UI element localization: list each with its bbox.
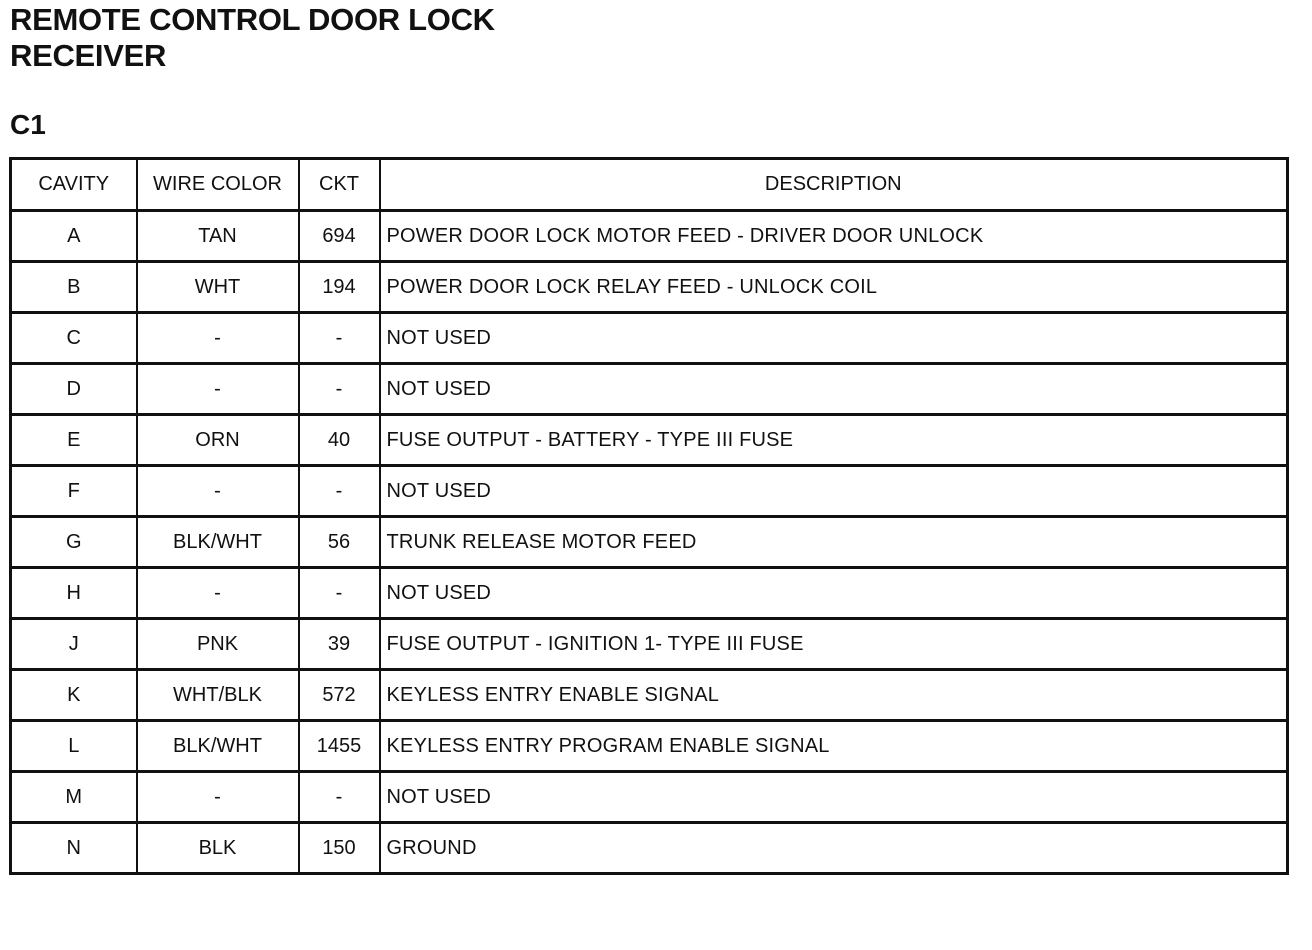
table-row — [11, 721, 1288, 772]
ckt-cell: 40 — [299, 415, 380, 466]
ckt-cell: - — [299, 313, 380, 364]
cavity-cell: K — [11, 670, 137, 721]
cavity-cell: G — [11, 517, 137, 568]
ckt-cell: 150 — [299, 823, 380, 874]
description-cell: NOT USED — [380, 772, 1288, 823]
table-row — [11, 670, 1288, 721]
table-row — [11, 364, 1288, 415]
table-body — [11, 211, 1288, 874]
wire-color-cell: WHT — [137, 262, 299, 313]
ckt-cell: 1455 — [299, 721, 380, 772]
ckt-cell: 572 — [299, 670, 380, 721]
cavity-cell: C — [11, 313, 137, 364]
header-row — [11, 159, 1288, 211]
cavity-cell: F — [11, 466, 137, 517]
wire-color-cell: PNK — [137, 619, 299, 670]
description-cell: FUSE OUTPUT - BATTERY - TYPE III FUSE — [380, 415, 1288, 466]
cavity-cell: L — [11, 721, 137, 772]
header-ckt: CKT — [299, 159, 380, 211]
table-row — [11, 262, 1288, 313]
wire-color-cell: ORN — [137, 415, 299, 466]
wire-color-cell: - — [137, 568, 299, 619]
table-row — [11, 313, 1288, 364]
description-cell: KEYLESS ENTRY PROGRAM ENABLE SIGNAL — [380, 721, 1288, 772]
ckt-cell: - — [299, 466, 380, 517]
cavity-cell: A — [11, 211, 137, 262]
table-row — [11, 823, 1288, 874]
cavity-cell: N — [11, 823, 137, 874]
table-row — [11, 211, 1288, 262]
description-cell: NOT USED — [380, 364, 1288, 415]
wire-color-cell: WHT/BLK — [137, 670, 299, 721]
description-cell: FUSE OUTPUT - IGNITION 1- TYPE III FUSE — [380, 619, 1288, 670]
ckt-cell: - — [299, 364, 380, 415]
table-row — [11, 568, 1288, 619]
header-description: DESCRIPTION — [380, 159, 1288, 211]
table-row — [11, 619, 1288, 670]
wire-color-cell: - — [137, 313, 299, 364]
table-row — [11, 466, 1288, 517]
connector-label: C1 — [10, 109, 46, 140]
table-header — [11, 159, 1288, 211]
wire-color-cell: BLK/WHT — [137, 721, 299, 772]
cavity-cell: H — [11, 568, 137, 619]
wire-color-cell: - — [137, 466, 299, 517]
ckt-cell: 194 — [299, 262, 380, 313]
ckt-cell: 56 — [299, 517, 380, 568]
description-cell: NOT USED — [380, 313, 1288, 364]
table-row — [11, 772, 1288, 823]
wire-color-cell: BLK — [137, 823, 299, 874]
header-cavity: CAVITY — [11, 159, 137, 211]
ckt-cell: - — [299, 568, 380, 619]
wire-color-cell: BLK/WHT — [137, 517, 299, 568]
description-cell: NOT USED — [380, 466, 1288, 517]
header-wire-color: WIRE COLOR — [137, 159, 299, 211]
ckt-cell: 39 — [299, 619, 380, 670]
description-cell: POWER DOOR LOCK RELAY FEED - UNLOCK COIL — [380, 262, 1288, 313]
description-cell: KEYLESS ENTRY ENABLE SIGNAL — [380, 670, 1288, 721]
description-cell: POWER DOOR LOCK MOTOR FEED - DRIVER DOOR UNLOCK — [380, 211, 1288, 262]
cavity-cell: E — [11, 415, 137, 466]
ckt-cell: - — [299, 772, 380, 823]
ckt-cell: 694 — [299, 211, 380, 262]
description-cell: TRUNK RELEASE MOTOR FEED — [380, 517, 1288, 568]
wire-color-cell: TAN — [137, 211, 299, 262]
table-row — [11, 517, 1288, 568]
wire-color-cell: - — [137, 772, 299, 823]
wire-color-cell: - — [137, 364, 299, 415]
description-cell: GROUND — [380, 823, 1288, 874]
table-row — [11, 415, 1288, 466]
title-line-2: RECEIVER — [10, 38, 167, 73]
document-title — [10, 2, 495, 74]
title-line-1: REMOTE CONTROL DOOR LOCK — [10, 2, 495, 37]
cavity-cell: J — [11, 619, 137, 670]
cavity-cell: B — [11, 262, 137, 313]
description-cell: NOT USED — [380, 568, 1288, 619]
pinout-table — [9, 157, 1289, 875]
cavity-cell: M — [11, 772, 137, 823]
cavity-cell: D — [11, 364, 137, 415]
